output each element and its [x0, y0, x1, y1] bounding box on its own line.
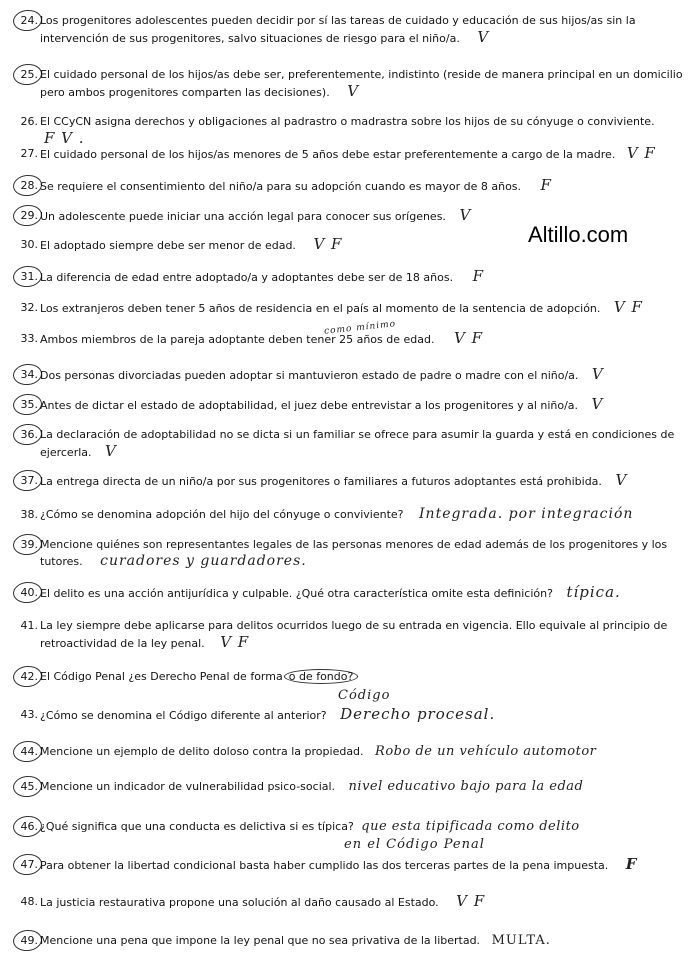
handwritten-answer: V F — [454, 329, 484, 347]
question-text: Los extranjeros deben tener 5 años de residencia en el país al momento de la sentencia de adopción. — [40, 302, 601, 315]
question-34 — [18, 366, 688, 386]
question-text: Un adolescente puede iniciar una acción legal para conocer sus orígenes. — [40, 210, 446, 223]
question-number: 26. — [20, 115, 38, 128]
question-text: El adoptado siempre debe ser menor de edad. — [40, 239, 296, 252]
handwritten-answer: V F — [626, 144, 656, 162]
question-number: 37. — [18, 472, 38, 489]
question-number: 24. — [18, 12, 38, 29]
question-text: La ley siempre debe aplicarse para delitos ocurridos luego de su entrada en vigencia. Ello equivale al principio de retroactividad de la ley penal. — [40, 619, 668, 650]
question-43 — [18, 688, 688, 726]
question-number: 27. — [20, 147, 38, 160]
question-text: El CCyCN asigna derechos y obligaciones al padrastro o madrastra sobre los hijos de su cónyuge o conviviente. — [40, 115, 655, 128]
question-number: 36. — [18, 426, 38, 443]
question-text: Se requiere el consentimiento del niño/a para su adopción cuando es mayor de 8 años. — [40, 180, 522, 193]
handwritten-answer: nivel educativo bajo para la edad — [348, 779, 584, 794]
handwritten-answer: V F — [613, 298, 643, 316]
question-number: 25. — [18, 66, 38, 83]
question-text: Dos personas divorciadas pueden adoptar si mantuvieron estado de padre o madre con el niño/a. — [40, 369, 579, 382]
question-text: El Código Penal ¿es Derecho Penal de forma — [40, 670, 283, 683]
question-47 — [18, 856, 688, 876]
question-45 — [18, 778, 688, 798]
handwritten-answer: que esta tipificada como delito — [361, 819, 580, 834]
question-44 — [18, 743, 688, 763]
handwritten-answer: Integrada. por integración — [419, 506, 634, 522]
question-number: 30. — [20, 238, 38, 251]
question-29 — [18, 207, 688, 227]
handwritten-answer: F — [540, 176, 552, 194]
question-28 — [18, 177, 688, 197]
question-number: 39. — [18, 536, 38, 553]
handwritten-answer: V F — [313, 235, 343, 253]
question-25 — [18, 66, 688, 106]
question-number: 34. — [18, 366, 38, 383]
question-number: 29. — [18, 207, 38, 224]
question-42 — [18, 668, 688, 688]
question-text: Mencione un indicador de vulnerabilidad psico-social. — [40, 780, 336, 793]
question-number: 44. — [18, 743, 38, 760]
handwritten-answer: F V . — [44, 129, 85, 147]
question-text: El cuidado personal de los hijos/as menores de 5 años debe estar preferentemente a cargo de la madre. — [40, 148, 616, 161]
question-number: 48. — [20, 895, 38, 908]
question-41 — [18, 617, 688, 657]
question-text: Mencione un ejemplo de delito doloso contra la propiedad. — [40, 745, 364, 758]
handwritten-answer: V — [105, 442, 117, 460]
question-number: 32. — [20, 301, 38, 314]
handwritten-answer: V — [591, 365, 604, 383]
question-text: La declaración de adoptabilidad no se dicta si un familiar se ofrece para asumir la guarda y está en condiciones de ejercerla. — [40, 428, 675, 459]
watermark: Altillo.com — [528, 222, 629, 247]
question-40 — [18, 584, 688, 604]
circled-option: o de fondo? — [284, 669, 359, 684]
question-text: Los progenitores adolescentes pueden decidir por sí las tareas de cuidado y educación de sus hijos/as sin la intervención de sus progenitores, salvo situaciones de riesgo para el niño/a. — [40, 14, 636, 45]
handwritten-answer: F — [472, 267, 484, 285]
question-number: 49. — [18, 932, 38, 949]
question-number: 35. — [18, 396, 38, 413]
question-text: ¿Cómo se denomina adopción del hijo del cónyuge o conviviente? — [40, 508, 404, 521]
question-number: 47. — [18, 856, 38, 873]
question-number: 38. — [20, 508, 38, 521]
handwritten-answer: V — [347, 82, 360, 100]
question-31 — [18, 268, 688, 288]
question-46 — [18, 818, 688, 856]
question-number: 45. — [18, 778, 38, 795]
question-text: Ambos miembros de la pareja adoptante deben tener 25 años de edad. — [40, 333, 435, 346]
question-text: Mencione una pena que impone la ley penal que no sea privativa de la libertad. — [40, 934, 481, 947]
question-text: ¿Qué significa que una conducta es delictiva si es típica? — [40, 820, 354, 833]
handwritten-answer: Derecho procesal. — [340, 705, 496, 723]
handwritten-answer: típica. — [566, 583, 621, 601]
question-text: Antes de dictar el estado de adoptabilidad, el juez debe entrevistar a los progenitores y al niño/a. — [40, 399, 579, 412]
handwritten-answer: V F — [220, 633, 250, 651]
question-35 — [18, 396, 688, 416]
question-26 — [18, 113, 688, 147]
handwritten-answer: V F — [456, 892, 486, 910]
question-number: 33. — [20, 332, 38, 345]
question-33 — [18, 319, 688, 352]
question-text: La justicia restaurativa propone una solución al daño causado al Estado. — [40, 896, 439, 909]
question-number: 41. — [20, 619, 38, 632]
question-38 — [18, 506, 688, 526]
question-number: 46. — [18, 818, 38, 835]
question-text: La diferencia de edad entre adoptado/a y adoptantes debe ser de 18 años. — [40, 271, 454, 284]
question-text: Para obtener la libertad condicional basta haber cumplido las dos terceras partes de la pena impuesta. — [40, 859, 609, 872]
question-text: La entrega directa de un niño/a por sus progenitores o familiares a futuros adoptantes está prohibida. — [40, 475, 602, 488]
question-text: ¿Cómo se denomina el Código diferente al anterior? — [40, 709, 327, 722]
question-36 — [18, 426, 688, 462]
question-27 — [18, 145, 688, 165]
handwritten-answer: MULTA. — [491, 933, 551, 948]
question-24 — [18, 12, 688, 52]
question-39 — [18, 536, 688, 576]
handwritten-answer-line2: en el Código Penal — [344, 837, 485, 852]
question-37 — [18, 472, 688, 492]
question-number: 40. — [18, 584, 38, 601]
handwritten-answer: V — [615, 471, 628, 489]
handwritten-answer: F — [625, 855, 638, 873]
question-49 — [18, 932, 688, 952]
question-number: 28. — [18, 177, 38, 194]
handwritten-note: Código — [338, 688, 391, 703]
question-number: 42. — [18, 668, 38, 685]
question-text: El delito es una acción antijurídica y culpable. ¿Qué otra característica omite esta definición? — [40, 587, 553, 600]
question-number: 43. — [20, 708, 38, 721]
handwritten-answer: V — [477, 28, 490, 46]
question-30 — [18, 236, 688, 256]
question-text: El cuidado personal de los hijos/as debe ser, preferentemente, indistinto (reside de manera principal en un domicilio pero ambos progenitores comparten las decisiones). — [40, 68, 683, 99]
handwritten-note: como mínimo — [323, 319, 397, 337]
question-text: Mencione quiénes son representantes legales de las personas menores de edad además de los progenitores y los tutores. — [40, 538, 668, 568]
question-number: 31. — [18, 268, 38, 285]
handwritten-answer: V — [591, 395, 604, 413]
handwritten-answer: V — [459, 206, 472, 224]
question-48 — [18, 893, 688, 913]
handwritten-answer: curadores y guardadores. — [100, 553, 307, 569]
question-32 — [18, 299, 688, 319]
handwritten-answer: Robo de un vehículo automotor — [375, 744, 597, 759]
